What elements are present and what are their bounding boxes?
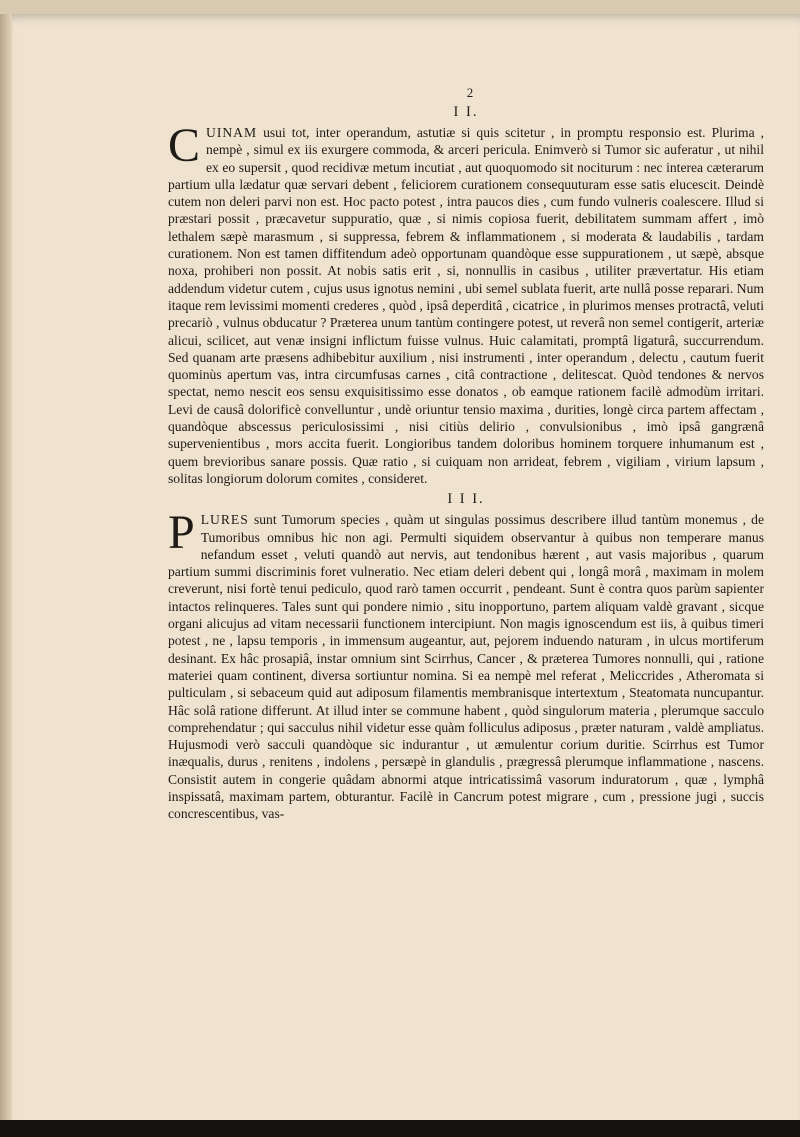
scan-background-bottom: [0, 1120, 800, 1137]
section-ii-paragraph: [168, 119, 764, 487]
section-heading-ii: I I.: [453, 104, 479, 120]
book-spine: [0, 14, 12, 1120]
drop-cap-c: C: [168, 119, 201, 172]
section-heading-iii: I I I.: [447, 491, 485, 508]
page-number: 2: [466, 85, 474, 100]
section-iii-paragraph: [168, 506, 764, 822]
section-ii-body: usui tot, inter operandum, astutiæ si quis scitetur , in promptu responsio est. Plurima , nempè , simul ex iis exurgere commoda, & arceri pericula. Enimverò si Tumor sic auferatur , ut nihil ex eo supersit , quod recidivæ metum incutiat , aut quoquomodo sit nociturum : nec interea cæterarum partium ulla lædatur quæ servari debent , feliciorem curationem consequuturam esse satis elucescit. Deindè cutem non deleri parvi non est. Hoc pacto potest , intra paucos dies , cum fundo vulneris coalescere. Illud si præstari possit , præcavetur suppuratio, quæ , si nimis copiosa fuerit, debilitatem summam affert , imò lethalem sæpè marasmum , si suppressa, febrem & inflammationem , si moderata & laudabilis , tardam curationem. Non est tamen diffitendum adeò opportunam quandòque esse suppurationem , ut sæpè, absque noxa, prohiberi non possit. At nobis satis erit , si, nonnullis in casibus , utiliter prævertatur. His etiam addendum videtur cutem , cujus usus ignotus nemini , ubi semel sublata fuerit, arte nullâ posse reparari. Num itaque rem levissimi momenti crederes , quòd , ipsâ deperditâ , cicatrice , in plurimos menses protractâ, veluti precariò , vulnus obducatur ? Præterea unum tantùm contingere potest, ut reverâ non semel contigerit, arteriæ alicui, scilicet, aut venæ insigni inflictum fuisse vulnus. Huic calamitati, promptâ ligaturâ, succurrendum. Sed quanam arte præsens adhibebitur auxilium , nisi instrumenti , inter operandum , delectu , cautum fuerit quominùs apertum vas, intra circumfusas carnes , citâ contractione , delitescat. Quòd tendones & nervos spectat, nemo nescit eos sensu exquisitissimo esse donatos , ob eamque rationem facilè admodùm irritari. Levi de causâ dolorificè convelluntur , undè oriuntur tensio maxima , durities, longè circa partem affectam , quandòque abscessus periculosissimi , nisi citiùs delirio , convulsionibus , imò ipsâ gangrænâ supervenientibus , mors accita fuerit. Longioribus tandem doloribus hominem torquere inhumanum est , quem brevioribus sanare possis. Quæ ratio , si cuiquam non arrideat, febrem , vigiliam , virium lapsum , solitas longiorum dolorum comites , consideret.: [168, 125, 764, 486]
section-ii-lead-word: UINAM: [206, 125, 258, 140]
section-iii-body: sunt Tumorum species , quàm ut singulas possimus describere illud tantùm monemus , de Tumoribus omnibus hic non agi. Permulti siquidem observantur à quibus non temperare manus nefandum esset , veluti quandò aut nervis, aut tendonibus hærent , aut vasis majoribus , quarum partium summi discriminis foret vulneratio. Nec etiam deleri debent qui , longâ morâ , maximam in molem creverunt, nisi fortè tenui pediculo, quod rarò tamen occurrit , pendeant. Sunt è contra quos parùm sapienter intactos relinqueres. Tales sunt qui pondere nimio , situ inopportuno, partem aliquam valdè gravant , sicque organi alicujus ad vitam necessarii functionem intercipiunt. Non magis ignoscendum est iis, à quibus timeri potest , ne , lapsu temporis , in immensum augeantur, aut, pejorem induendo naturam , in ulcus mortiferum desinant. Ex hâc prosapiâ, instar omnium sint Scirrhus, Cancer , & præterea Tumores nonnulli, qui , ratione materiei quam continent, diversa sortiuntur nomina. Si ea nempè mel referat , Meliccrides , Atheromata si pulticulam , si sebaceum quid aut adiposum filamentis membranisque intertextum , Steatomata nuncupantur. Hâc solâ ratione differunt. At illud inter se commune habent , quòd singulorum materia , plerumque sacculo comprehendatur ; qui sacculus nihil videtur esse quàm folliculus adiposus , præter naturam , valdè ampliatus. Hujusmodi verò sacculi quandòque sic indurantur , ut æmulentur corium duritie. Scirrhus est Tumor inæqualis, durus , renitens , indolens , persæpè in glandulis , prægressâ plerumque inflammatione , nascens. Consistit autem in congerie quâdam abnormi atque intricatissimâ vasorum induratorum , quæ , lymphâ inspissatâ, maximam partem, obturantur. Facilè in Cancrum potest migrare , cum , pressione jugi , succis concrescentibus, vas-: [168, 512, 764, 822]
page-text: [168, 86, 764, 825]
section-iii-lead-word: LURES: [200, 512, 249, 528]
drop-cap-p: P: [168, 506, 195, 560]
